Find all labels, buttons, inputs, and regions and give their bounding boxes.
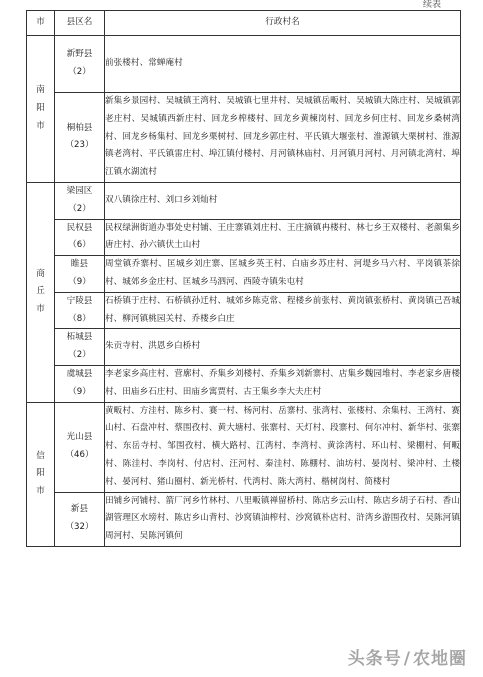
village-list: 民权绿洲街道办事处史村铺、王庄寨镇刘庄村、王庄摘镇冉楼村、林七乡王双楼村、老颜集乡唐庄村、孙六镇伏土山村 <box>105 219 461 256</box>
city-name: 商丘市 <box>36 268 45 315</box>
village-list: 周堂镇乔寨村、匡城乡刘庄寨、匡城乡英王村、白庙乡苏庄村、河堤乡马六村、平岗镇茶徐村、城郊乡金庄村、匡城乡马泗河、西陵寺镇朱屯村 <box>105 256 461 293</box>
table-row <box>27 93 461 183</box>
county-cell <box>55 292 105 329</box>
county-cell <box>55 93 105 183</box>
watermark <box>348 644 467 669</box>
county-name: 柘城县 <box>66 332 93 343</box>
county-name: 新野县 <box>66 49 93 60</box>
village-count: （46） <box>65 450 94 461</box>
city-cell <box>27 36 55 183</box>
watermark-left: 头条号 <box>347 649 402 669</box>
county-cell <box>55 182 105 219</box>
village-count: （32） <box>65 522 94 533</box>
village-list: 石桥镇于庄村、石桥镇孙迁村、城郊乡陈克常、程楼乡前张村、黄岗镇张桥村、黄岗镇己吾城村、柳河镇桃园关村、乔楼乡白庄 <box>105 292 461 329</box>
city-cell <box>27 182 55 402</box>
village-count: （2） <box>68 350 91 361</box>
village-count: （2） <box>68 203 91 214</box>
table-row <box>27 365 461 402</box>
village-count: （9） <box>68 276 91 287</box>
village-list: 朱贡寺村、洪恩乡白桥村 <box>105 329 461 366</box>
county-cell <box>55 402 105 492</box>
table-row <box>27 402 461 492</box>
county-name: 新县 <box>70 504 89 515</box>
county-cell <box>55 492 105 546</box>
header-city: 市 <box>27 11 55 36</box>
village-table <box>26 10 461 547</box>
village-count: （23） <box>65 140 94 151</box>
village-list: 双八镇徐庄村、刘口乡刘灿村 <box>105 182 461 219</box>
village-list: 前张楼村、常蝉庵村 <box>105 36 461 93</box>
county-name: 睢县 <box>70 259 89 270</box>
city-name: 信阳市 <box>36 450 45 497</box>
village-list: 田铺乡河铺村、箭厂河乡竹林村、八里畈镇禅留桥村、陈店乡云山村、陈店乡胡子石村、香山湖管理区水塝村、陈店乡山背村、沙窝镇油榨村、沙窝镇朴店村、浒湾乡游围孜村、吴陈河镇周河村、吴陈河镇何 <box>105 492 461 546</box>
table-row <box>27 36 461 93</box>
county-cell <box>55 365 105 402</box>
village-count: （8） <box>68 313 91 324</box>
table-row <box>27 256 461 293</box>
county-name: 虞城县 <box>66 368 93 379</box>
village-list: 黄畈村、方洼村、陈乡村、赛一村、杨河村、岳寨村、张湾村、张楼村、余集村、王湾村、赛山村、石盘冲村、蔡围孜村、黄大塘村、张寨村、天灯村、段寨村、何尔冲村、新华村、张寨村、东岳寺村、邹围孜村、横大路村、江湾村、李湾村、黄涂湾村、环山村、梁棚村、何畈村、陈洼村、李岗村、付店村、汪河村、秦洼村、陈棚村、油坊村、晏岗村、梁冲村、土楼村、晏河村、猪山圈村、新光桥村、代湾村、陈大湾村、楷树岗村、简楼村 <box>105 402 461 492</box>
header-county: 县区名 <box>55 11 105 36</box>
city-cell <box>27 402 55 546</box>
village-count: （2） <box>68 67 91 77</box>
village-list: 李老家乡高庄村、营廓村、乔集乡刘楼村、乔集乡刘新寨村、店集乡魏园堆村、李老家乡唐楼村、田庙乡石庄村、田庙乡寓贾村、古王集乡李大夫庄村 <box>105 365 461 402</box>
header-villages: 行政村名 <box>105 11 461 36</box>
county-name: 宁陵县 <box>66 295 93 306</box>
watermark-separator: / <box>403 649 411 669</box>
table-row <box>27 292 461 329</box>
county-cell <box>55 36 105 93</box>
county-name: 梁园区 <box>66 185 93 196</box>
county-name: 民权县 <box>66 222 93 233</box>
continued-note: 续表 <box>422 0 441 10</box>
county-name: 桐柏县 <box>66 122 93 133</box>
county-cell <box>55 219 105 256</box>
table-row <box>27 182 461 219</box>
table-row <box>27 329 461 366</box>
table-row <box>27 492 461 546</box>
village-count: （9） <box>68 386 91 397</box>
county-name: 光山县 <box>66 432 93 443</box>
city-name: 南阳市 <box>36 85 45 131</box>
county-cell <box>55 256 105 293</box>
watermark-right: 农地圈 <box>413 649 467 669</box>
county-cell <box>55 329 105 366</box>
village-list: 新集乡景园村、吴城镇王湾村、吴城镇七里井村、吴城镇岳畈村、吴城镇大陈庄村、吴城镇郭老庄村、吴城镇西新庄村、回龙乡榨楼村、回龙乡黄楝岗村、回龙乡何庄村、回龙乡桑树湾村、回龙乡杨集村、回龙乡栗树村、回龙乡郭庄村、平氏镇大堰张村、淮源镇大栗树村、淮源镇老湾村、平氏镇雷庄村、埠江镇付楼村、月河镇林庙村、月河镇月河村、月河镇北湾村、埠江镇水湖流村 <box>105 93 461 183</box>
table-header-row <box>27 11 461 36</box>
village-count: （6） <box>68 240 91 251</box>
table-row <box>27 219 461 256</box>
